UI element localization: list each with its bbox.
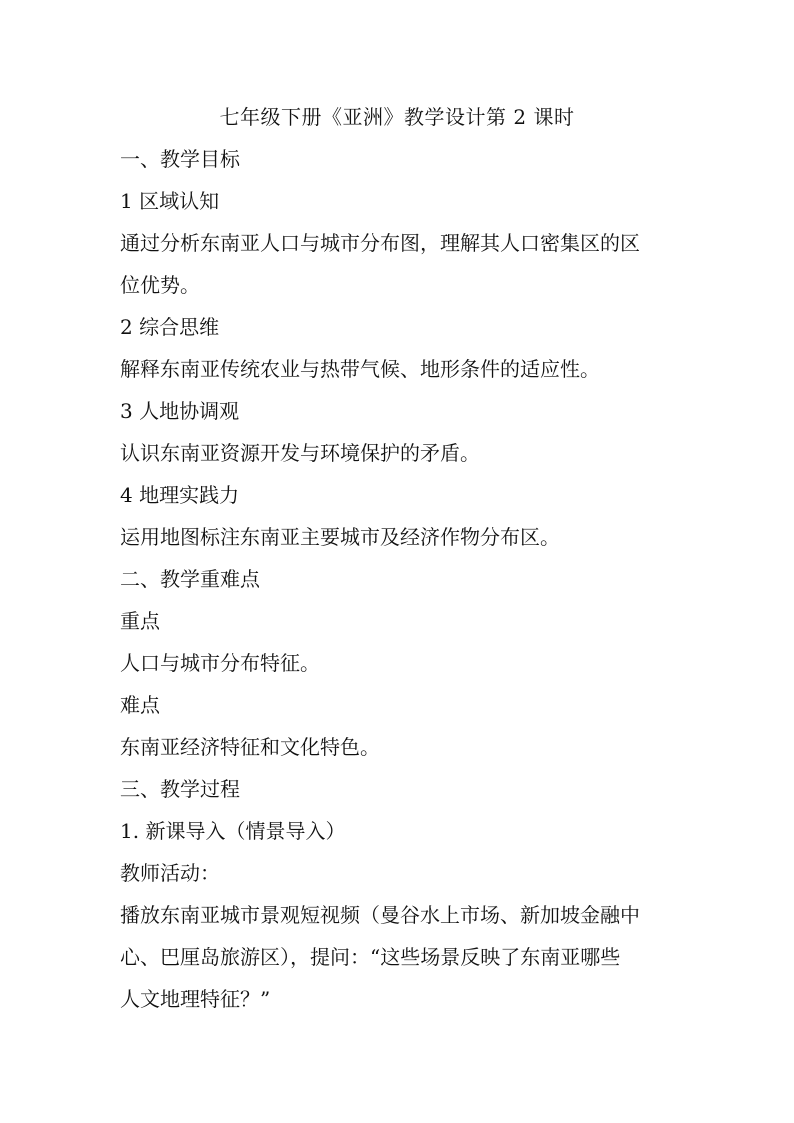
paragraph-line: 东南亚经济特征和文化特色。 (120, 735, 380, 759)
subheading-regional-cognition: 1 区域认知 (120, 189, 220, 213)
paragraph-line: 通过分析东南亚人口与城市分布图，理解其人口密集区的区 (120, 231, 640, 255)
subheading-focus: 重点 (120, 609, 160, 633)
subheading-geographic-practice: 4 地理实践力 (120, 483, 240, 507)
paragraph-line: 人文地理特征？” (120, 987, 271, 1011)
paragraph-line: 认识东南亚资源开发与环境保护的矛盾。 (120, 441, 480, 465)
paragraph-line: 人口与城市分布特征。 (120, 651, 320, 675)
subheading-human-land: 3 人地协调观 (120, 399, 240, 423)
paragraph-line: 位优势。 (120, 273, 200, 297)
subheading-comprehensive-thinking: 2 综合思维 (120, 315, 220, 339)
subheading-intro: 1. 新课导入（情景导入） (120, 819, 346, 843)
section-heading-key-points: 二、教学重难点 (120, 567, 260, 591)
subheading-teacher-activity: 教师活动： (120, 861, 220, 885)
paragraph-line: 解释东南亚传统农业与热带气候、地形条件的适应性。 (120, 357, 600, 381)
subheading-difficulty: 难点 (120, 693, 160, 717)
paragraph-line: 播放东南亚城市景观短视频（曼谷水上市场、新加坡金融中 (120, 903, 640, 927)
section-heading-objectives: 一、教学目标 (120, 147, 240, 171)
section-heading-process: 三、教学过程 (120, 777, 240, 801)
paragraph-line: 心、巴厘岛旅游区），提问：“这些场景反映了东南亚哪些 (120, 945, 621, 969)
document-title: 七年级下册《亚洲》教学设计第 2 课时 (219, 105, 575, 129)
paragraph-line: 运用地图标注东南亚主要城市及经济作物分布区。 (120, 525, 560, 549)
